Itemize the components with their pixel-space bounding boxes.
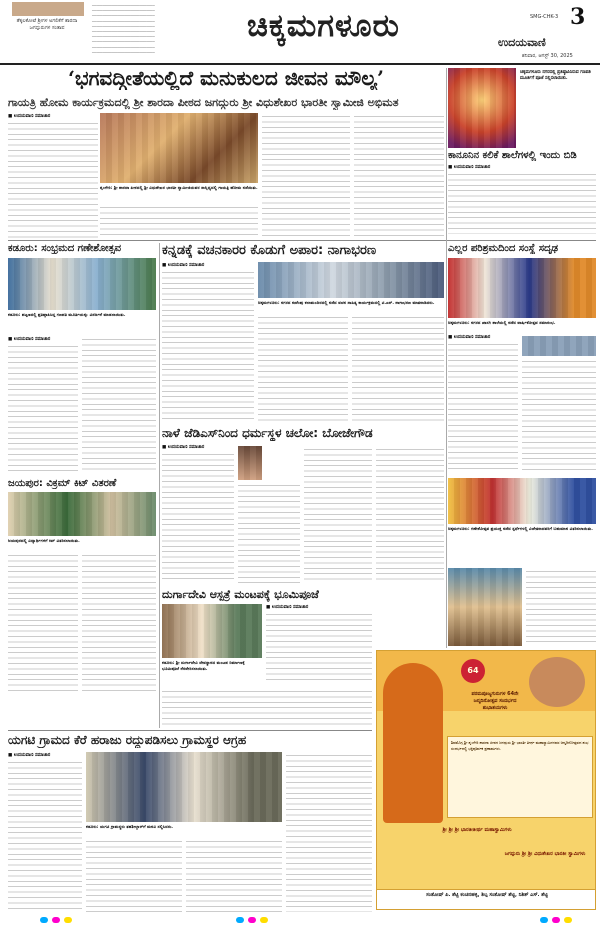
ganesha-caption: ಚಿಕ್ಕಮಗಳೂರು ನಗರದಲ್ಲಿ ಪ್ರತಿಷ್ಠಾಪಿಸಿರುವ ಗಣಪತಿ ಮೂರ್ತಿಗೆ ಪೂಜೆ ಸಲ್ಲಿಸಲಾಯಿತು. [520, 70, 591, 81]
vikram-column-1 [8, 552, 78, 692]
registration-mark [64, 917, 72, 923]
byline: ■ ಉದಯವಾಣಿ ಸಮಾಚಾರ [448, 335, 491, 340]
registration-mark [540, 917, 548, 923]
kadur-photo [8, 258, 156, 310]
ad-message: ಶಿವಮೊಗ್ಗ ಶ್ರೀ ಶೃಂಗೇರಿ ಶಾರದಾ ಪೀಠದ ಜಗದ್ಗುರು ಶ್ರೀ ಭಾರತೀ ತೀರ್ಥ ಮಹಾಸ್ವಾಮಿಗಳವರ ಜನ್ಮದಿನೋತ್ಸವದ ಶುಭ ಸಂದರ್ಭದಲ್ಲಿ ಭಕ್ತಿಪೂರ್ವಕ ಪ್ರಣಾಮಗಳು. [447, 736, 593, 818]
school-caption: ಚಿಕ್ಕಮಗಳೂರು: ನಗರದ ಖಾಸಗಿ ಶಾಲೆಯಲ್ಲಿ ನಡೆದ ವಾರ್ಷಿಕೋತ್ಸವ ಸಮಾರಂಭ. [448, 320, 556, 325]
lake-photo [86, 752, 282, 822]
temple-photo [162, 604, 262, 658]
school-column-2 [522, 358, 596, 474]
kadur-column-2 [82, 336, 156, 474]
body-text [266, 611, 372, 683]
kodagu-column-2 [258, 314, 348, 422]
jds-column-1 [162, 444, 234, 584]
body-text [162, 269, 254, 421]
right-top-body [448, 164, 596, 234]
kodagu-caption: ಚಿಕ್ಕಮಗಳೂರು: ನಗರದ ಕುವೆಂಪು ಕಲಾಮಂದಿರದಲ್ಲಿ ನಡೆದ ವಚನ ಸಾಹಿತ್ಯ ಕಾರ್ಯಕ್ರಮದಲ್ಲಿ ಟಿ.ಎಸ್. ನಾಗಾಭರಣ ಮಾತನಾಡಿದರು. [258, 300, 435, 305]
lake-headline[interactable]: ಯಗಟಿ ಗ್ರಾಮದ ಕೆರೆ ಹರಾಜು ರದ್ದುಪಡಿಸಲು ಗ್ರಾಮಸ್ಥರ ಆಗ್ರಹ [8, 733, 247, 747]
temple-column-1 [266, 604, 372, 684]
column-rule [446, 68, 447, 648]
jds-headline[interactable]: ನಾಳೆ ಜೆಡಿಎಸ್‌ನಿಂದ ಧರ್ಮಸ್ಥಳ ಚಲೋ: ಬೋಜೇಗೌಡ [162, 426, 373, 440]
registration-mark [552, 917, 560, 923]
ganesha-photo [448, 68, 516, 148]
body-text [8, 343, 78, 473]
right-mid-caption: ಚಿಕ್ಕಮಗಳೂರು: ಗಣೇಶೋತ್ಸವ ಪ್ರಯುಕ್ತ ನಡೆದ ಸ್ಪರ್ಧೆಗಳಲ್ಲಿ ವಿಜೇತರಾದವರಿಗೆ ಬಹುಮಾನ ವಿತರಿಸಲಾಯಿತು. [448, 526, 593, 531]
school-headline[interactable]: ಎಲ್ಲರ ಪರಿಶ್ರಮದಿಂದ ಸಂಸ್ಥೆ ಸದೃಢ [448, 243, 559, 254]
temple-caption: ಕಡೂರು: ಶ್ರೀ ದುರ್ಗಾದೇವಿ ದೇವಸ್ಥಾನದ ಮಂಟಪ ನಿರ್ಮಾಣಕ್ಕೆ ಭೂಮಿಪೂಜೆ ನೆರವೇರಿಸಲಾಯಿತು. [162, 660, 245, 671]
byline: ■ ಉದಯವಾಣಿ ಸಮಾಚಾರ [266, 605, 309, 610]
jds-portrait [238, 446, 262, 480]
anniversary-badge: 64 [461, 659, 485, 683]
lead-photo-caption: ಶೃಂಗೇರಿ: ಶ್ರೀ ಶಾರದಾ ಪೀಠದಲ್ಲಿ ಶ್ರೀ ವಿಧುಶೇಖರ ಭಾರತೀ ಸ್ವಾಮೀಜಿಯವರ ಸಾನ್ನಿಧ್ಯದಲ್ಲಿ ಗಾಯತ್ರಿ ಹೋಮ ನಡೆಯಿತು. [100, 185, 258, 190]
right-headline[interactable]: ಕಾನೂನಿನ ಕಲಿಕೆ ಶಾಲೆಗಳಲ್ಲಿ ಇಂದು ಬಿಡಿ [448, 150, 577, 161]
lead-column-4 [354, 113, 444, 238]
jds-column-4 [376, 446, 444, 584]
kadur-headline[interactable]: ಕಡೂರು: ಸಂಭ್ರಮದ ಗಣೇಶೋತ್ಸವ [8, 243, 122, 254]
lake-caption: ಕಡೂರು: ಯಗಟಿ ಗ್ರಾಮಸ್ಥರು ತಹಶೀಲ್ದಾರ್‌ಗೆ ಮನವಿ ಸಲ್ಲಿಸಿದರು. [86, 824, 173, 829]
kodagu-column-3 [352, 314, 444, 422]
birthday-advertisement[interactable] [376, 650, 596, 910]
lead-column-3 [262, 113, 350, 238]
monk-figure [383, 663, 443, 823]
right-mid-photo [448, 478, 596, 524]
brief-text: ───────────────────────────── ───────────────────────────── ───────────────────────────── ───────────────────────────── ───────────────────────────── ───────────────────────────── ───────────────────────────── ───────────────────────────── ───────────────────────────── ───────────────────────────── [92, 4, 155, 55]
vikram-caption: ಜಯಪುರದಲ್ಲಿ ವಿದ್ಯಾರ್ಥಿಗಳಿಗೆ ಕಿಟ್ ವಿತರಿಸಲಾಯಿತು. [8, 538, 80, 543]
byline: ■ ಉದಯವಾಣಿ ಸಮಾಚಾರ [162, 445, 205, 450]
body-text [448, 171, 596, 234]
kodagu-photo [258, 262, 444, 298]
registration-mark [564, 917, 572, 923]
body-text [8, 120, 98, 238]
registration-mark [52, 917, 60, 923]
ad-sponsor: ಸಂತೋಷ್ ಪಿ. ಶೆಟ್ಟಿ ಕಂಚನಹಳ್ಳಿ, ಶಿಲ್ಪ ಸಂತೋಷ್ ಶೆಟ್ಟಿ, ನಿಶಿತ್ ಎಸ್. ಶೆಟ್ಟಿ [377, 889, 596, 910]
school-inset-photo [522, 336, 596, 356]
registration-mark [260, 917, 268, 923]
lake-column-2 [86, 838, 182, 912]
ad-left-name: ಶ್ರೀ ಶ್ರೀ ಶ್ರೀ ಭಾರತೀತೀರ್ಥ ಮಹಾಸ್ವಾಮಿಗಳು [442, 827, 512, 833]
kodagu-headline[interactable]: ಕನ್ನಡಕ್ಕೆ ವಚನಕಾರರ ಕೊಡುಗೆ ಅಪಾರ: ನಾಗಾಭರಣ [162, 243, 377, 258]
lead-column-2 [100, 204, 258, 238]
portrait [529, 657, 585, 707]
divider [8, 240, 596, 241]
registration-mark [248, 917, 256, 923]
lead-column-1 [8, 113, 98, 238]
edition-code: SMG-CHK-3 [530, 14, 559, 20]
byline: ■ ಉದಯವಾಣಿ ಸಮಾಚಾರ [8, 753, 51, 758]
school-column-1 [448, 334, 518, 474]
byline: ■ ಉದಯವಾಣಿ ಸಮಾಚಾರ [162, 263, 205, 268]
paper-name: ಉದಯವಾಣಿ [498, 36, 546, 49]
masthead-rule [0, 63, 600, 65]
vikram-column-2 [82, 552, 156, 692]
kadur-column-1 [8, 336, 78, 474]
right-mid-photo-2 [448, 568, 522, 646]
kodagu-column-1 [162, 262, 254, 422]
temple-column-2 [162, 688, 372, 728]
divider [8, 730, 372, 731]
vikram-headline[interactable]: ಜಯಪುರ: ವಿಕ್ರಮ್ ಕಿಟ್ ವಿತರಣೆ [8, 478, 117, 489]
kadur-caption: ಕಡೂರು: ಪಟ್ಟಣದಲ್ಲಿ ಪ್ರತಿಷ್ಠಾಪಿಸಿದ್ದ ಗಣಪತಿ ಮೂರ್ತಿಯನ್ನು ವಿಸರ್ಜನೆ ಮಾಡಲಾಯಿತು. [8, 312, 126, 317]
ad-greeting: ಪರಮಪೂಜ್ಯಗುರುಗಳ 64ನೇ ಜನ್ಮದಿನೋತ್ಸವ ಸಂದರ್ಭದ ಶುಭಾಶಯಗಳು [471, 691, 519, 711]
masthead [0, 0, 600, 62]
teaser-photo [12, 2, 84, 16]
body-text [448, 341, 518, 473]
registration-mark [236, 917, 244, 923]
right-mid-column [526, 568, 596, 646]
byline: ■ ಉದಯವಾಣಿ ಸಮಾಚಾರ [8, 114, 51, 119]
jds-column-2 [238, 482, 300, 584]
body-text [8, 759, 82, 911]
school-photo [448, 258, 596, 318]
lead-subhead: ಗಾಯತ್ರಿ ಹೋಮ ಕಾರ್ಯಕ್ರಮದಲ್ಲಿ ಶ್ರೀ ಶಾರದಾ ಪೀಠದ ಜಗದ್ಗುರು ಶ್ರೀ ವಿಧುಶೇಖರ ಭಾರತೀ ಸ್ವಾಮೀಜಿ ಅಭಿಮತ [8, 96, 399, 109]
lead-photo [100, 113, 258, 183]
lake-column-3 [186, 838, 282, 912]
temple-headline[interactable]: ದುರ್ಗಾದೇವಿ ಆಸ್ಪತ್ರೆ ಮಂಟಪಕ್ಕೆ ಭೂಮಿಪೂಜೆ [162, 588, 319, 601]
jds-column-3 [304, 446, 372, 584]
column-rule [159, 243, 160, 728]
issue-date: ಶನಿವಾರ, ಆಗಸ್ಟ್ 30, 2025 [522, 53, 573, 59]
lead-headline[interactable]: ‘ಭಗವದ್ಗೀತೆಯಲ್ಲಿದೆ ಮನುಕುಲದ ಜೀವನ ಮೌಲ್ಯ’ [67, 66, 385, 90]
lake-column-1 [8, 752, 82, 912]
page-title: ಚಿಕ್ಕಮಗಳೂರು [247, 8, 400, 44]
left-teaser[interactable]: ತೆಕ್ಕಲಕೋಟೆ ಶ್ರೀಗಳ ಅಗಲಿಕೆಗೆ ಶಾರದಾ ಜಗದ್ಗುರುಗಳ ಸಂತಾಪ [16, 18, 78, 31]
byline: ■ ಉದಯವಾಣಿ ಸಮಾಚಾರ [448, 165, 491, 170]
byline: ■ ಉದಯವಾಣಿ ಸಮಾಚಾರ [8, 337, 51, 342]
page-number: 3 [570, 4, 586, 30]
lake-column-4 [286, 752, 372, 912]
body-text [162, 451, 234, 583]
vikram-photo [8, 492, 156, 536]
registration-mark [40, 917, 48, 923]
ad-right-name: ಜಗದ್ಗುರು ಶ್ರೀ ಶ್ರೀ ವಿಧುಶೇಖರ ಭಾರತೀ ಸ್ವಾಮಿಗಳು [504, 851, 586, 857]
